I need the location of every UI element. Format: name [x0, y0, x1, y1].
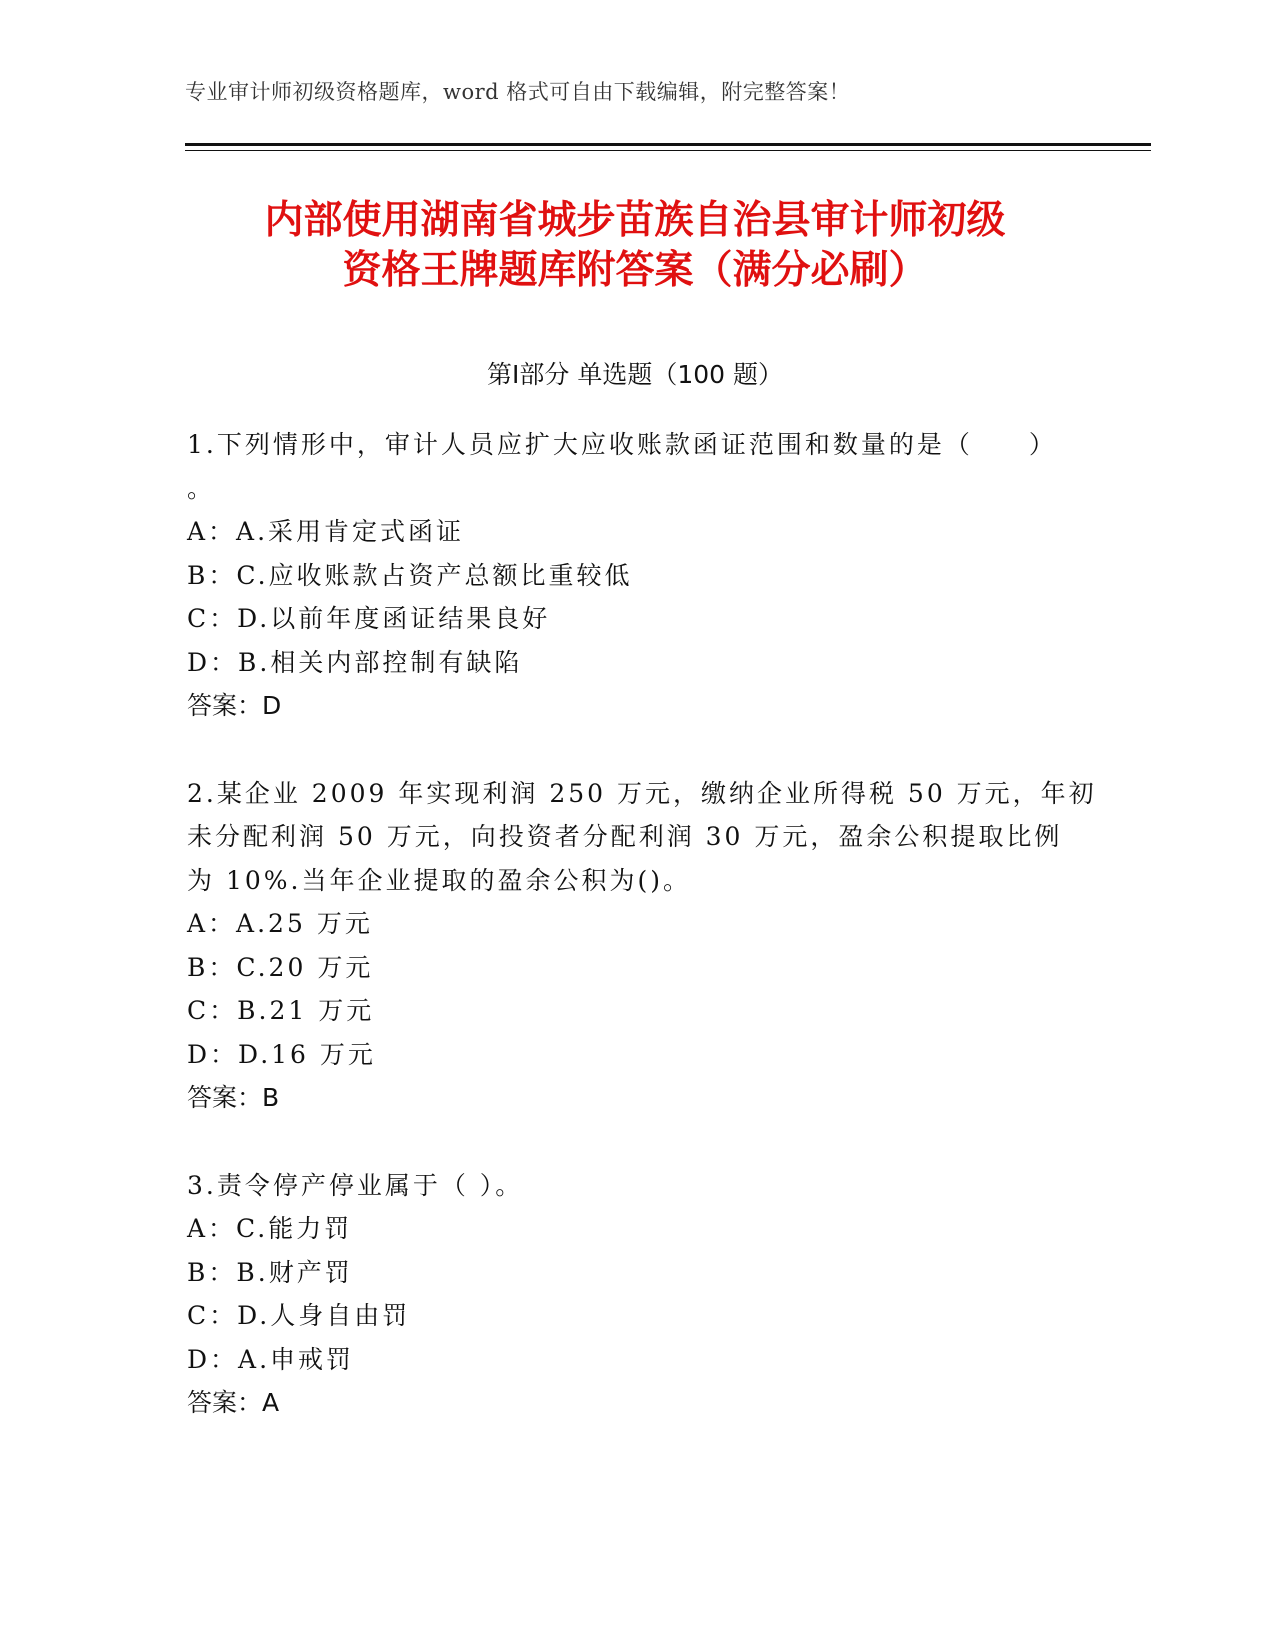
header-note: 专业审计师初级资格题库，word 格式可自由下载编辑，附完整答案！ [185, 80, 851, 104]
document-title [185, 196, 1085, 296]
question-2-option-d: D：D.16 万元 [187, 1040, 376, 1069]
question-2-answer: 答案：B [187, 1083, 280, 1112]
document-title-line-2: 资格王牌题库附答案（满分必刷） [342, 248, 928, 293]
document-title-line-1: 内部使用湖南省城步苗族自治县审计师初级 [264, 198, 1006, 243]
question-1-option-d: D：B.相关内部控制有缺陷 [187, 648, 523, 677]
question-2-stem-line-2: 未分配利润 50 万元，向投资者分配利润 30 万元，盈余公积提取比例 [187, 822, 1063, 851]
question-3-option-c: C：D.人身自由罚 [187, 1301, 411, 1330]
question-1-stem-line-2: 。 [187, 474, 216, 503]
question-2-option-b: B：C.20 万元 [187, 953, 374, 982]
question-1-answer: 答案：D [187, 691, 282, 720]
question-3-stem-line-1: 3.责令停产停业属于（ ）。 [187, 1171, 524, 1200]
question-2-stem-line-3: 为 10%.当年企业提取的盈余公积为()。 [187, 866, 691, 895]
header-rule-thin [185, 150, 1151, 151]
section-title: 第Ⅰ部分 单选题（100 题） [487, 360, 783, 389]
question-1-option-a: A：A.采用肯定式函证 [187, 517, 465, 546]
question-2-option-c: C：B.21 万元 [187, 996, 375, 1025]
question-2-stem-line-1: 2.某企业 2009 年实现利润 250 万元，缴纳企业所得税 50 万元，年初 [187, 779, 1097, 808]
question-3-option-a: A：C.能力罚 [187, 1214, 353, 1243]
question-3-answer: 答案：A [187, 1388, 280, 1417]
question-2-option-a: A：A.25 万元 [187, 909, 373, 938]
question-1-stem-line-1: 1.下列情形中，审计人员应扩大应收账款函证范围和数量的是（ ） [187, 430, 1057, 459]
question-3-option-b: B：B.财产罚 [187, 1258, 353, 1287]
header-rule-thick [185, 143, 1151, 146]
question-1-option-b: B：C.应收账款占资产总额比重较低 [187, 561, 633, 590]
question-1-option-c: C：D.以前年度函证结果良好 [187, 604, 551, 633]
question-3-option-d: D：A.申戒罚 [187, 1345, 355, 1374]
